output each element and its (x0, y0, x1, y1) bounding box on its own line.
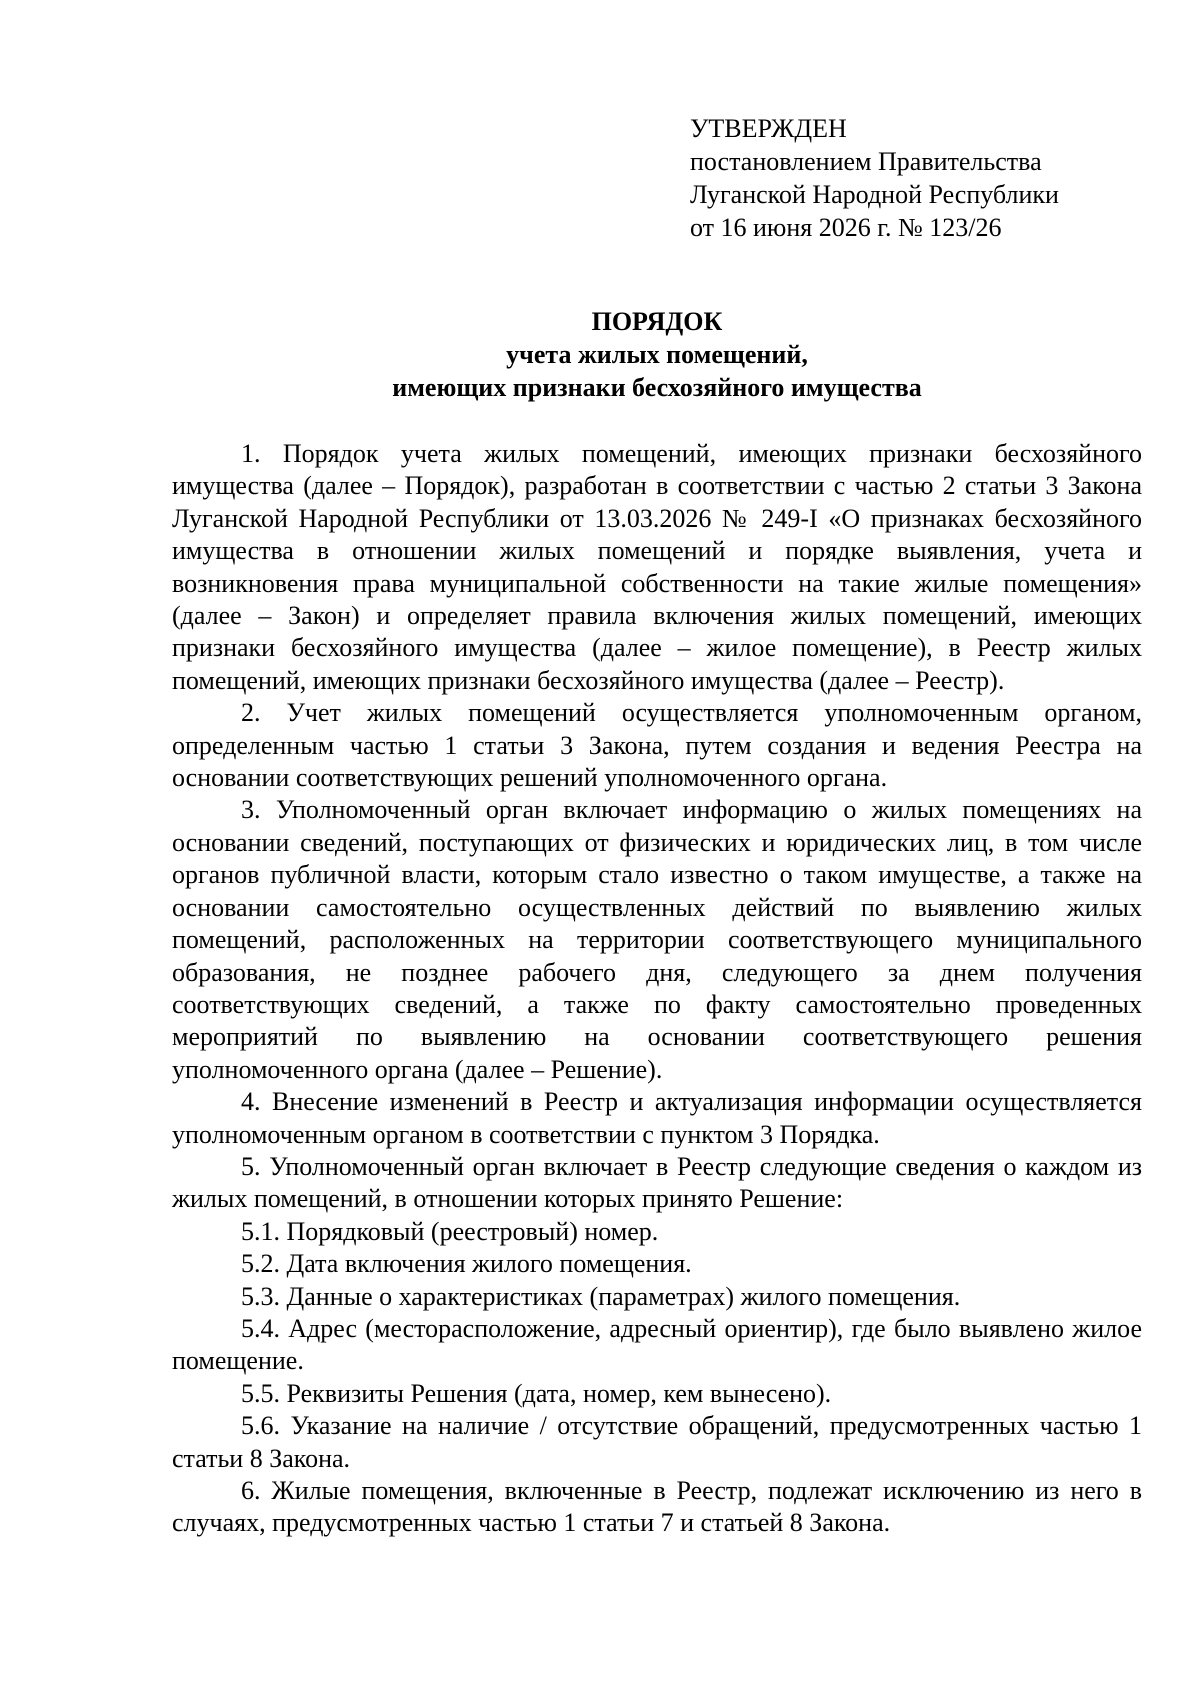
approval-date-number: от 16 июня 2026 г. № 123/26 (690, 213, 1002, 242)
title-subtitle-1: учета жилых помещений, (506, 340, 808, 369)
paragraph-6: 6. Жилые помещения, включенные в Реестр, подлежат исключению из него в случаях, предусмотренных частью 1 статьи 7 и статьей 8 Закона. (172, 1476, 1142, 1538)
document-title (172, 305, 1142, 404)
paragraph-5-2: 5.2. Дата включения жилого помещения. (241, 1249, 692, 1279)
document-body (172, 438, 1142, 1540)
title-main: ПОРЯДОК (591, 307, 723, 336)
approval-stamp (690, 112, 1170, 244)
paragraph-2: 2. Учет жилых помещений осуществляется уполномоченным органом, определенным частью 1 статьи 3 Закона, путем создания и ведения Реестра на основании соответствующих решений уполномоченного органа. (172, 698, 1142, 793)
approval-issuer: Луганской Народной Республики (690, 180, 1059, 209)
paragraph-5-6: 5.6. Указание на наличие / отсутствие обращений, предусмотренных частью 1 статьи 8 Закона. (172, 1411, 1142, 1473)
approval-decree: постановлением Правительства (690, 147, 1042, 176)
paragraph-3: 3. Уполномоченный орган включает информацию о жилых помещениях на основании сведений, поступающих от физических и юридических лиц, в том числе органов публичной власти, которым стало известно о таком имуществе, а также на основании самостоятельно осуществленных действий по выявлению жилых помещений, расположенных на территории соответствующего муниципального образования, не позднее рабочего дня, следующего за днем получения соответствующих сведений, а также по факту самостоятельно проведенных мероприятий по выявлению на основании соответствующего решения уполномоченного органа (далее – Решение). (172, 795, 1142, 1084)
paragraph-1: 1. Порядок учета жилых помещений, имеющих признаки бесхозяйного имущества (далее – Порядок), разработан в соответствии с частью 2 статьи 3 Закона Луганской Народной Республики от 13.03.2026 № 249-I «О признаках бесхозяйного имущества в отношении жилых помещений и порядке выявления, учета и возникновения права муниципальной собственности на такие жилые помещения» (далее – Закон) и определяет правила включения жилых помещений, имеющих признаки бесхозяйного имущества (далее – жилое помещение), в Реестр жилых помещений, имеющих признаки бесхозяйного имущества (далее – Реестр). (172, 439, 1142, 695)
paragraph-5-4: 5.4. Адрес (месторасположение, адресный ориентир), где было выявлено жилое помещение. (172, 1313, 1142, 1376)
paragraph-5-3: 5.3. Данные о характеристиках (параметрах) жилого помещения. (241, 1281, 961, 1311)
title-subtitle-2: имеющих признаки бесхозяйного имущества (392, 373, 922, 402)
paragraph-4: 4. Внесение изменений в Реестр и актуализация информации осуществляется уполномоченным органом в соответствии с пунктом 3 Порядка. (172, 1087, 1142, 1149)
paragraph-5-1: 5.1. Порядковый (реестровый) номер. (241, 1216, 659, 1246)
paragraph-5: 5. Уполномоченный орган включает в Реестр следующие сведения о каждом из жилых помещений, в отношении которых принято Решение: (172, 1151, 1142, 1214)
approval-heading: УТВЕРЖДЕН (690, 114, 847, 143)
paragraph-5-5: 5.5. Реквизиты Решения (дата, номер, кем вынесено). (241, 1378, 832, 1408)
